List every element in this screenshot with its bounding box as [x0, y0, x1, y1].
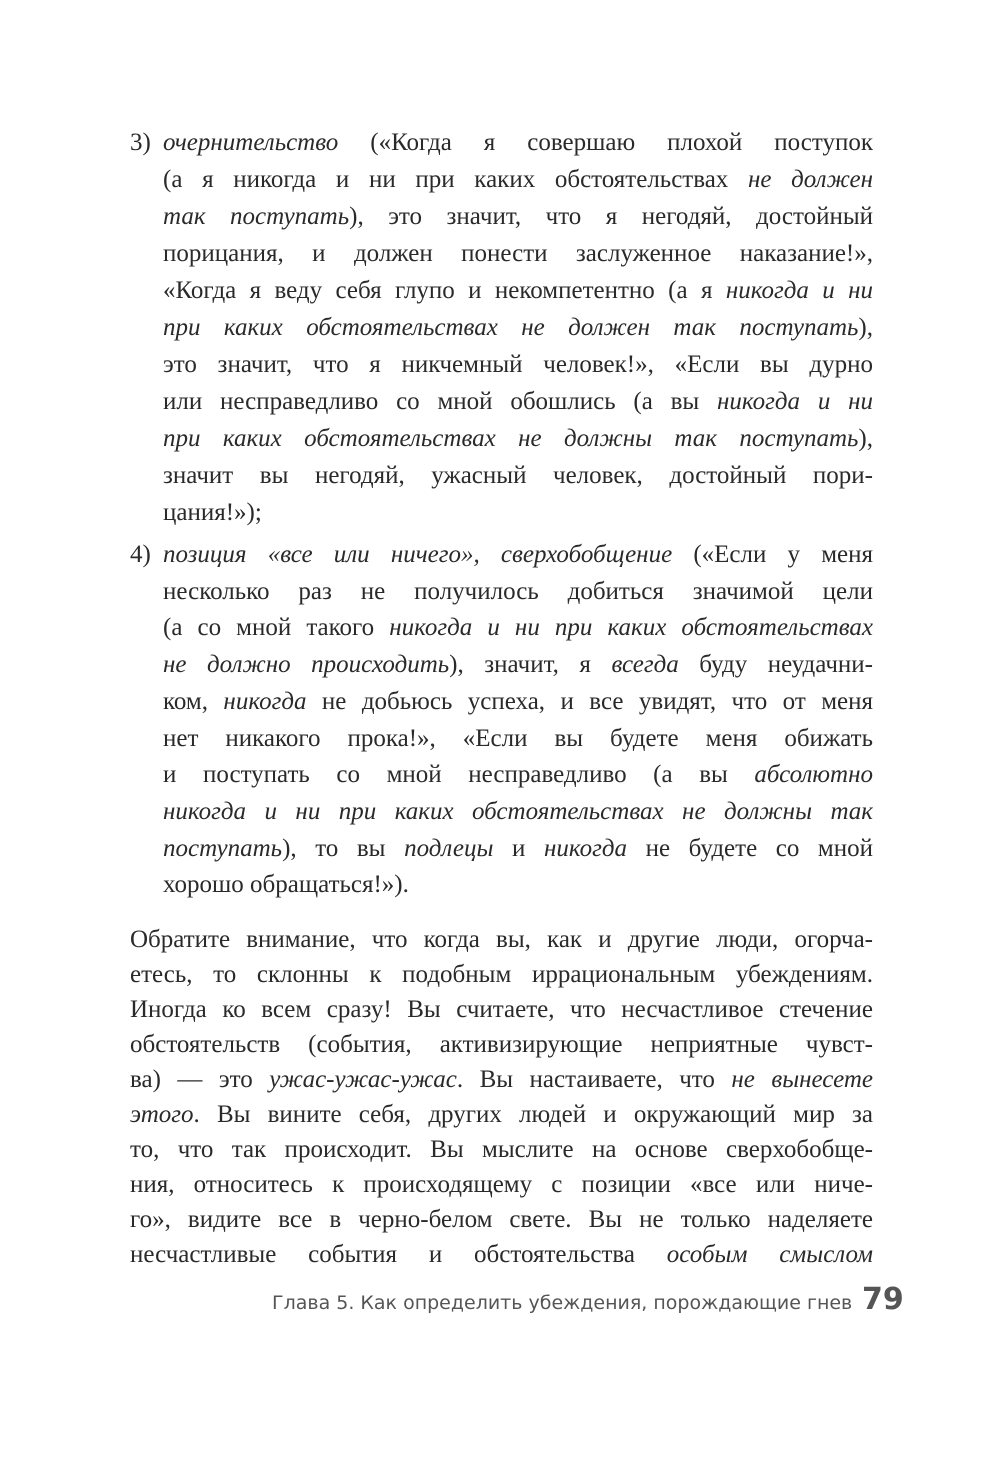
- text: порицания, и должен понести заслуженное наказание!»,: [163, 240, 873, 267]
- list-item-line: [163, 162, 873, 198]
- list-item-line: [163, 495, 873, 531]
- text: (а я никогда и ни при каких обстоятельствах: [163, 166, 748, 193]
- list-item-line: [163, 310, 873, 346]
- text: обстоятельств (события, активизирующие неприятные чувст-: [130, 1031, 873, 1058]
- text: и поступать со мной несправедливо (а вы: [163, 761, 755, 789]
- italic-text: поступать: [163, 834, 283, 862]
- list-item-line: [163, 574, 873, 610]
- list-item-line: [163, 199, 873, 235]
- italic-text: никогда и ни: [725, 277, 873, 304]
- text: цания!»);: [163, 499, 262, 526]
- text: не добьюсь успеха, и все увидят, что от меня: [306, 687, 873, 715]
- text: . Вы настаиваете, что: [456, 1066, 732, 1093]
- italic-text: никогда и ни: [717, 388, 873, 415]
- text: и: [493, 834, 544, 862]
- list-item-line: [163, 384, 873, 420]
- list-item-line: [163, 721, 873, 757]
- italic-text: при каких обстоятельствах не должен так поступать: [163, 314, 859, 341]
- list-item-line: [163, 610, 873, 646]
- text: ),: [858, 425, 873, 452]
- list-item-line: [163, 831, 873, 867]
- text: несчастливые события и обстоятельства: [130, 1241, 667, 1268]
- text: это значит, что я никчемный человек!», «Если вы дурно: [163, 351, 873, 378]
- paragraph-line: [130, 1062, 873, 1098]
- italic-text: особым смыслом: [666, 1241, 873, 1268]
- text: несколько раз не получилось добиться значимой цели: [163, 577, 873, 605]
- text: ),: [858, 314, 873, 341]
- text: буду неудачни-: [678, 651, 873, 679]
- list-item-line: [163, 647, 873, 683]
- list-item-line: [163, 537, 873, 573]
- italic-text: не вынесете: [731, 1066, 873, 1093]
- list-item-line: [163, 757, 873, 793]
- italic-text: не должно происходить: [163, 651, 450, 679]
- paragraph-line: [130, 1097, 873, 1133]
- list-number: 4): [130, 541, 151, 568]
- italic-text: при каких обстоятельствах не должны так поступать: [163, 425, 859, 452]
- paragraph-line: [130, 957, 873, 993]
- italic-text: никогда и ни при каких обстоятельствах не должны так: [163, 797, 873, 825]
- list-item-line: [163, 421, 873, 457]
- text: го», видите все в черно-белом свете. Вы не только наделяете: [130, 1206, 873, 1233]
- list-item-line: [163, 794, 873, 830]
- italic-text: подлецы: [404, 834, 494, 862]
- page-number: 79: [862, 1282, 904, 1317]
- text: «Когда я веду себя глупо и некомпетентно (а я: [163, 277, 726, 304]
- italic-text: никогда: [543, 834, 628, 862]
- list-item-line: [163, 347, 873, 383]
- italic-text: никогда: [223, 687, 307, 715]
- list-item-line: [163, 273, 873, 309]
- list-item-line: [163, 684, 873, 720]
- italic-text: всегда: [611, 651, 679, 679]
- paragraph-line: [130, 992, 873, 1028]
- text: Обратите внимание, что когда вы, как и другие люди, огорча-: [130, 926, 873, 953]
- list-item-line: [163, 236, 873, 272]
- paragraph-line: [130, 1237, 873, 1273]
- list-item-line: [163, 867, 873, 903]
- text: ва) — это: [130, 1066, 270, 1093]
- running-head: Глава 5. Как определить убеждения, порождающие гнев: [272, 1292, 853, 1314]
- italic-text: абсолютно: [754, 761, 873, 789]
- text: (а со мной такого: [163, 614, 390, 642]
- paragraph-line: [130, 922, 873, 958]
- list-number: 3): [130, 129, 151, 156]
- text: значит вы негодяй, ужасный человек, достойный пори-: [163, 462, 873, 489]
- text: ), то вы: [282, 834, 405, 862]
- text: нет никакого прока!», «Если вы будете меня обижать: [163, 724, 873, 752]
- text: то, что так происходит. Вы мыслите на основе сверхобобще-: [130, 1136, 873, 1163]
- text: или несправедливо со мной обошлись (а вы: [163, 388, 717, 415]
- text: («Если у меня: [672, 541, 873, 568]
- paragraph-line: [130, 1202, 873, 1238]
- list-item-line: [163, 125, 873, 161]
- text: . Вы вините себя, других людей и окружающий мир за: [193, 1101, 873, 1128]
- text: ), значит, я: [449, 651, 612, 679]
- text: («Когда я совершаю плохой поступок: [338, 129, 873, 156]
- text: не будете со мной: [627, 834, 873, 862]
- italic-text: очернительство: [163, 129, 339, 156]
- list-item-line: [163, 458, 873, 494]
- text: хорошо обращаться!»).: [163, 871, 409, 899]
- paragraph-line: [130, 1027, 873, 1063]
- italic-text: ужас-ужас-ужас: [269, 1066, 457, 1093]
- text: етесь, то склонны к подобным иррациональным убеждениям.: [130, 961, 873, 988]
- italic-text: никогда и ни при каких обстоятельствах: [389, 614, 873, 642]
- italic-text: позиция «все или ничего», сверхобобщение: [163, 541, 673, 568]
- italic-text: так поступать: [163, 203, 350, 230]
- text: ), это значит, что я негодяй, достойный: [349, 203, 873, 230]
- paragraph-line: [130, 1132, 873, 1168]
- paragraph-line: [130, 1167, 873, 1203]
- text: ния, относитесь к происходящему с позиции «все или ниче-: [130, 1171, 873, 1198]
- italic-text: этого: [130, 1101, 194, 1128]
- text: Иногда ко всем сразу! Вы считаете, что несчастливое стечение: [130, 996, 873, 1023]
- text: ком,: [163, 687, 224, 715]
- italic-text: не должен: [747, 166, 873, 193]
